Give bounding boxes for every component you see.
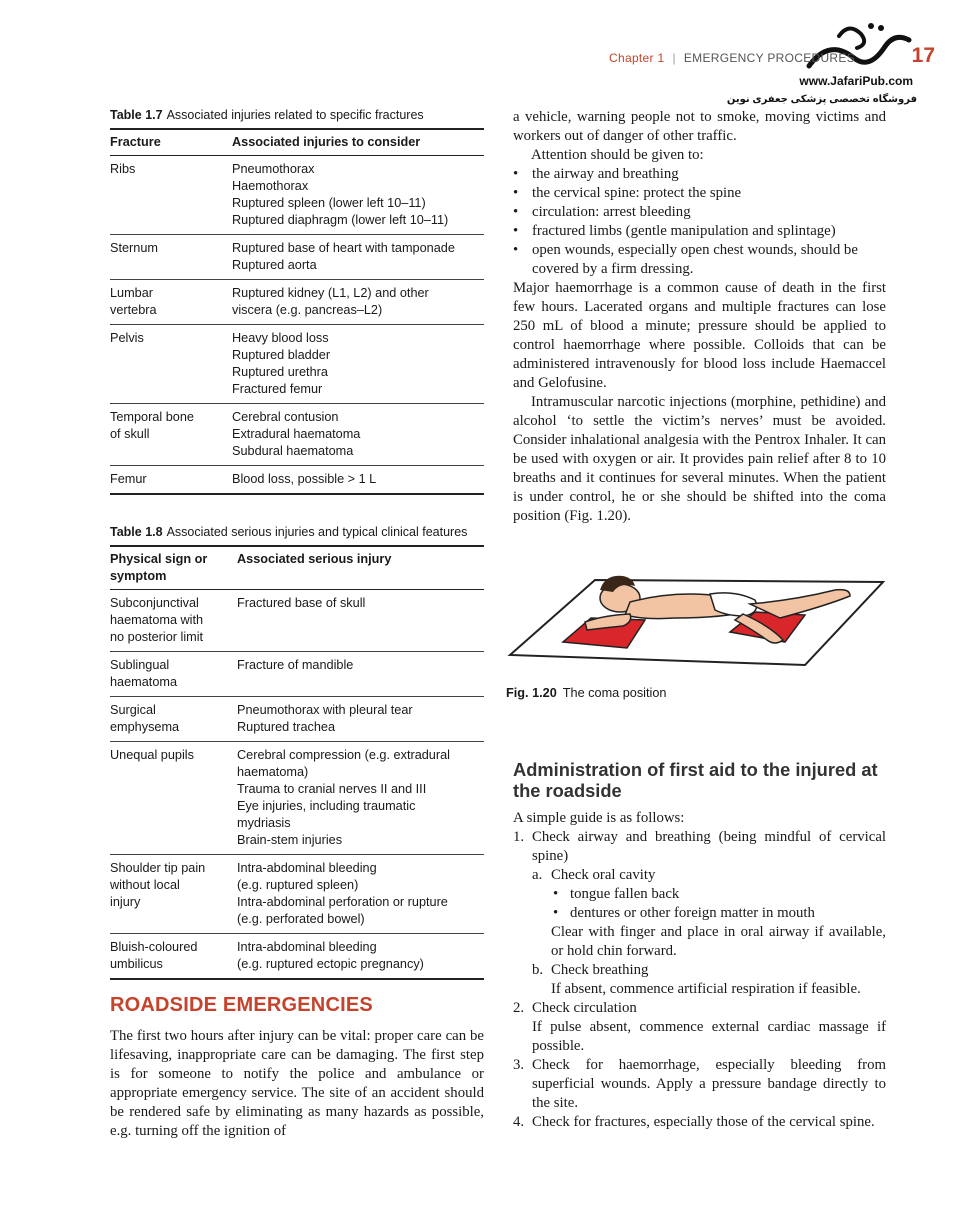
cell-line: Ruptured kidney (L1, L2) and other [232, 286, 429, 300]
publisher-logo-icon [799, 18, 919, 78]
step-1: 1. Check airway and breathing (being mindful of cervical spine) a. Check oral cavity • tongue fallen back • dentures or other foreign matter in mouth Clear with finger and place in oral airway if available, or hold chin forward. b. Check breathing If absent, commence artificial respiration if feasible. [513, 828, 886, 999]
cell-line: Ruptured aorta [232, 258, 317, 272]
cell-line: Extradural haematoma [232, 427, 361, 441]
coma-position-illustration [505, 560, 885, 680]
cell-line: (e.g. perforated bowel) [237, 912, 365, 926]
table-cell-value [232, 235, 484, 280]
cell-line: Eye injuries, including traumatic [237, 799, 416, 813]
list-item: • the cervical spine: protect the spine [513, 184, 886, 203]
table-cell-value [237, 742, 484, 855]
cell-line: Haemothorax [232, 179, 309, 193]
body-paragraph: Attention should be given to: [531, 147, 704, 163]
attention-list [513, 165, 886, 279]
cell-line: Trauma to cranial nerves II and III [237, 782, 427, 796]
cell-line: Ruptured base of heart with tamponade [232, 241, 455, 255]
fracture-injuries-table [110, 128, 484, 495]
step-2: 2. Check circulation If pulse absent, commence external cardiac massage if possible. [513, 1000, 886, 1054]
table-row [110, 156, 484, 235]
section-title: ROADSIDE EMERGENCIES [110, 994, 373, 1016]
cell-line: of skull [110, 427, 150, 441]
cell-line: vertebra [110, 303, 157, 317]
cell-line: Pneumothorax with pleural tear [237, 703, 413, 717]
cell-line: Ribs [110, 162, 136, 176]
cell-line: Fracture of mandible [237, 658, 354, 672]
table-row [110, 855, 484, 934]
cell-line: Lumbar [110, 286, 154, 300]
cell-line: Cerebral compression (e.g. extradural [237, 748, 450, 762]
cell-line: Fractured base of skull [237, 596, 366, 610]
step-note: Clear with finger and place in oral airway if available, or hold chin forward. [551, 924, 886, 959]
cell-line: (e.g. ruptured spleen) [237, 878, 359, 892]
cell-line: Cerebral contusion [232, 410, 339, 424]
list-item: • open wounds, especially open chest wounds, should be covered by a firm dressing. [513, 241, 886, 279]
table-cell-value [232, 466, 484, 495]
table-cell-value [237, 697, 484, 742]
serious-injuries-table [110, 545, 484, 980]
body-paragraph: The first two hours after injury can be vital: proper care can be lifesaving, inappropriate care can be damaging. The first step is for someone to notify the police and ambulance or appropriate emergency service. The site of an accident should be rendered safe by eliminating as many hazards as possible, e.g. turning off the ignition of [110, 1028, 484, 1139]
table-cell-value [237, 590, 484, 652]
body-paragraph: a vehicle, warning people not to smoke, moving victims and workers out of danger of other traffic. [513, 109, 886, 144]
list-item: • tongue fallen back [551, 885, 886, 904]
running-header: Chapter 1 | EMERGENCY PROCEDURES [609, 51, 855, 65]
cell-line: Subconjunctival [110, 596, 199, 610]
cell-line: Surgical [110, 703, 156, 717]
cell-line: Bluish-coloured [110, 940, 198, 954]
list-item: • dentures or other foreign matter in mouth [551, 904, 886, 923]
table-cell-value [237, 934, 484, 980]
table-1-8 [110, 525, 484, 980]
table-cell-key [110, 742, 237, 855]
step-1a: a. Check oral cavity • tongue fallen back • dentures or other foreign matter in mouth Clear with finger and place in oral airway if available, or hold chin forward. [532, 866, 886, 961]
cell-line: Intra-abdominal bleeding [237, 940, 377, 954]
cell-line: Shoulder tip pain [110, 861, 206, 875]
table-cell-key [110, 466, 232, 495]
cell-line: Femur [110, 472, 147, 486]
cell-line: Sternum [110, 241, 158, 255]
cell-line: Ruptured spleen (lower left 10–11) [232, 196, 426, 210]
cell-line: Brain-stem injuries [237, 833, 343, 847]
table-1-7 [110, 108, 484, 495]
cell-line: no posterior limit [110, 630, 204, 644]
table-row [110, 280, 484, 325]
table-cell-key [110, 652, 237, 697]
table-cell-value [237, 652, 484, 697]
cell-line: Intra-abdominal perforation or rupture [237, 895, 448, 909]
chapter-label: Chapter 1 [609, 51, 665, 65]
cell-line: Ruptured bladder [232, 348, 331, 362]
table-row [110, 325, 484, 404]
cell-line: emphysema [110, 720, 180, 734]
cell-line: Blood loss, possible > 1 L [232, 472, 377, 486]
cell-line: haematoma [110, 675, 177, 689]
cell-line: Pelvis [110, 331, 144, 345]
table-row [110, 697, 484, 742]
table-cell-value [232, 156, 484, 235]
list-item: • circulation: arrest bleeding [513, 203, 886, 222]
cell-line: haematoma) [237, 765, 309, 779]
table-cell-key [110, 934, 237, 980]
table-row [110, 742, 484, 855]
list-item: • fractured limbs (gentle manipulation and splintage) [513, 222, 886, 241]
column-header: Associated serious injury [237, 546, 484, 590]
body-paragraph: Major haemorrhage is a common cause of death in the first few hours. Lacerated organs and multiple fractures can lose 250 mL of blood a minute; pressure should be applied to control haemorrhage where possible. Colloids that can be administered intravenously for blood loss include Haemaccel and Gelofusine. [513, 280, 886, 391]
step-note: If pulse absent, commence external cardiac massage if possible. [532, 1019, 886, 1054]
table-cell-value [232, 404, 484, 466]
table-row [110, 652, 484, 697]
page-number: 17 [911, 44, 935, 67]
table-cell-value [232, 280, 484, 325]
cell-line: mydriasis [237, 816, 291, 830]
cell-line: Temporal bone [110, 410, 194, 424]
section-heading: Administration of first aid to the injured at the roadside [513, 759, 878, 801]
figure-caption: Fig. 1.20 The coma position [506, 686, 667, 700]
table-cell-value [237, 855, 484, 934]
step-1b: b. Check breathing If absent, commence artificial respiration if feasible. [532, 961, 886, 999]
watermark-shop: فروشگاه تخصصی پزشکی جعفری نوین [726, 94, 917, 105]
column-header: Associated injuries to consider [232, 129, 484, 156]
table-caption: Table 1.7 Associated injuries related to specific fractures [110, 108, 424, 122]
step-4: 4. Check for fractures, especially those of the cervical spine. [513, 1114, 875, 1130]
cell-line: umbilicus [110, 957, 163, 971]
list-item: • the airway and breathing [513, 165, 886, 184]
cell-line: viscera (e.g. pancreas–L2) [232, 303, 383, 317]
cell-line: Ruptured urethra [232, 365, 328, 379]
table-row [110, 590, 484, 652]
table-row [110, 404, 484, 466]
watermark-url: www.JafariPub.com [799, 74, 913, 88]
table-cell-key [110, 156, 232, 235]
cell-line: Unequal pupils [110, 748, 194, 762]
cell-line: Pneumothorax [232, 162, 315, 176]
table-row [110, 934, 484, 980]
step-note: If absent, commence artificial respiration if feasible. [551, 981, 861, 997]
cell-line: without local [110, 878, 180, 892]
cell-line: Intra-abdominal bleeding [237, 861, 377, 875]
table-cell-key [110, 590, 237, 652]
column-header: Physical sign or symptom [110, 546, 237, 590]
table-cell-key [110, 404, 232, 466]
cell-line: haematoma with [110, 613, 204, 627]
chapter-title: EMERGENCY PROCEDURES [683, 51, 855, 65]
body-paragraph: Intramuscular narcotic injections (morphine, pethidine) and alcohol ‘to settle the victim’s nerves’ must be avoided. Consider inhalational analgesia with the Pentrox Inhaler. It can be used with oxygen or air. It provides pain relief after 8 to 10 breaths and it continues for several minutes. When the patient is under control, he or she should be shifted into the coma position (Fig. 1.20). [513, 394, 886, 524]
cell-line: Ruptured diaphragm (lower left 10–11) [232, 213, 449, 227]
table-caption: Table 1.8 Associated serious injuries and typical clinical features [110, 525, 468, 539]
table-cell-value [232, 325, 484, 404]
first-aid-guide [513, 809, 886, 1132]
cell-line: Heavy blood loss [232, 331, 329, 345]
table-row [110, 466, 484, 495]
cell-line: Subdural haematoma [232, 444, 354, 458]
table-cell-key [110, 235, 232, 280]
cell-line: (e.g. ruptured ectopic pregnancy) [237, 957, 424, 971]
table-cell-key [110, 697, 237, 742]
column-header: Fracture [110, 129, 232, 156]
table-row [110, 235, 484, 280]
guide-intro: A simple guide is as follows: [513, 810, 685, 826]
cell-line: Fractured femur [232, 382, 323, 396]
cell-line: Sublingual [110, 658, 170, 672]
cell-line: Ruptured trachea [237, 720, 336, 734]
step-3: 3. Check for haemorrhage, especially bleeding from superficial wounds. Apply a pressure bandage directly to the site. [513, 1057, 886, 1111]
table-cell-key [110, 280, 232, 325]
table-cell-key [110, 325, 232, 404]
cell-line: injury [110, 895, 141, 909]
table-cell-key [110, 855, 237, 934]
